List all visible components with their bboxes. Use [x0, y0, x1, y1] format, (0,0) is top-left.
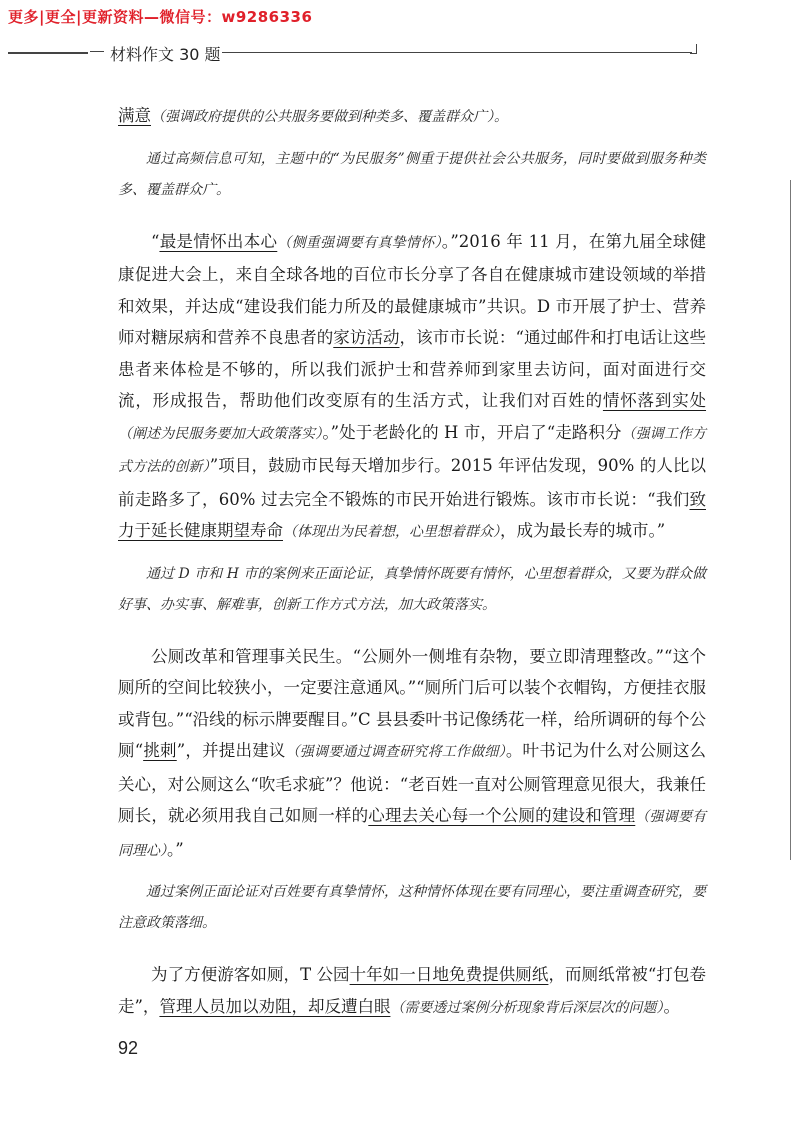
text-span: ，成为最长寿的城市。”	[500, 521, 666, 540]
text-span: 。	[663, 996, 680, 1016]
annotation: （强调工作方式方法的创新）	[118, 425, 706, 475]
paragraph-3	[118, 641, 706, 868]
running-header-title: 材料作文 30 题	[110, 45, 221, 64]
paragraph-4	[118, 959, 706, 1024]
underlined-phrase: 最是情怀出本心	[159, 231, 278, 251]
underlined-phrase: 致力于延长健康期望寿命	[118, 489, 706, 540]
analysis-note-1: 通过高频信息可知，主题中的“为民服务”侧重于提供社会公共服务，同时要做到服务种类多、覆盖群众广。	[118, 150, 706, 198]
watermark-banner: 更多|更全|更新资料—微信号：w9286336	[8, 8, 313, 26]
text-span: 。”处于老龄化的 H 市，开启了“走路积分	[322, 422, 622, 442]
analysis-note-2: 通过 D 市和 H 市的案例来正面论证，真挚情怀既要有情怀，心里想着群众，又要为群众做好事、办实事、解难事，创新工作方式方法，加大政策落实。	[118, 565, 706, 613]
annotation: （强调要通过调查研究将工作做细）	[285, 744, 506, 760]
text-span: ”，并提出建议	[176, 741, 286, 760]
underlined-phrase: 满意	[118, 106, 151, 125]
paragraph-1	[118, 100, 706, 134]
text-span: 为了方便游客如厕，T 公园	[151, 965, 350, 984]
running-header	[0, 40, 800, 64]
annotation: （阐述为民服务要加大政策落实）	[118, 425, 323, 442]
text-span: 。”	[167, 839, 184, 859]
text-span: ”项目，鼓励市民每天增加步行。2015 年评估发现，90% 的人比以前走路多了，60% 过去完全不锻炼的市民开始进行锻炼。该市市长说：“我们	[118, 456, 707, 509]
annotation: （体现出为民着想，心里想着群众）	[283, 524, 500, 540]
text-span: “	[151, 231, 160, 251]
underlined-phrase: 挑刺	[143, 741, 177, 760]
underlined-phrase: 家访活动	[333, 328, 400, 347]
underlined-phrase: 管理人员加以劝阻，却反遭白眼	[159, 996, 391, 1016]
header-rule-left	[8, 52, 88, 54]
header-rule-hook	[690, 44, 697, 54]
page-edge-rule	[790, 180, 791, 860]
text-span: ，该市市长说：“通过邮件和打电话让这些患者来体检是不够的，所以我们派护士和营养师到家里去访问，面对面进行交流，形成报告，帮助他们改变原有的生活方式，让我们对百姓的	[118, 328, 707, 410]
text-span: 。”2016 年 11 月，在第九届全球健康促进大会上，来自全球各地的百位市长分享了各自在健康城市建设领域的举措和效果，并达成“建设我们能力所及的最健康城市”共识。D 市开展了护士、营养师对糖尿病和营养不良患者的	[118, 231, 707, 347]
annotation: （侧重强调要有真挚情怀）	[277, 234, 442, 251]
underlined-phrase: 心理去关心每一个公厕的建设和管理	[368, 806, 636, 825]
annotation: （强调要有同理心）	[118, 809, 707, 859]
page-body	[118, 100, 706, 1024]
annotation: （强调政府提供的公共服务要做到种类多、覆盖群众广）。	[151, 109, 508, 125]
text-span: 。叶书记为什么对公厕这么关心，对公厕这么“吹毛求疵”？他说：“老百姓一直对公厕管理意见很大，我兼任厕长，就必须用我自己如厕一样的	[118, 741, 707, 825]
annotation: （需要透过案例分析现象背后深层次的问题）	[390, 999, 664, 1016]
header-rule-right	[222, 52, 692, 53]
text-span: 公厕改革和管理事关民生。“公厕外一侧堆有杂物，要立即清理整改。”“这个厕所的空间比较狭小，一定要注意通风。”“厕所门后可以装个衣帽钩，方便挂衣服或背包。”“沿线的标示牌要醒目。”C 县县委叶书记像绣花一样，给所调研的每个公厕“	[118, 646, 706, 760]
paragraph-2	[118, 226, 706, 549]
page-number: 92	[118, 1038, 139, 1058]
analysis-note-3: 通过案例正面论证对百姓要有真挚情怀，这种情怀体现在要有同理心，要注重调查研究，要注意政策落细。	[118, 884, 706, 931]
underlined-phrase: 十年如一日地免费提供厕纸	[349, 965, 549, 984]
underlined-phrase: 情怀落到实处	[602, 391, 707, 410]
header-rule-left-thin	[90, 51, 104, 52]
text-span: ，而厕纸常被“打包卷走”，	[118, 965, 706, 1016]
